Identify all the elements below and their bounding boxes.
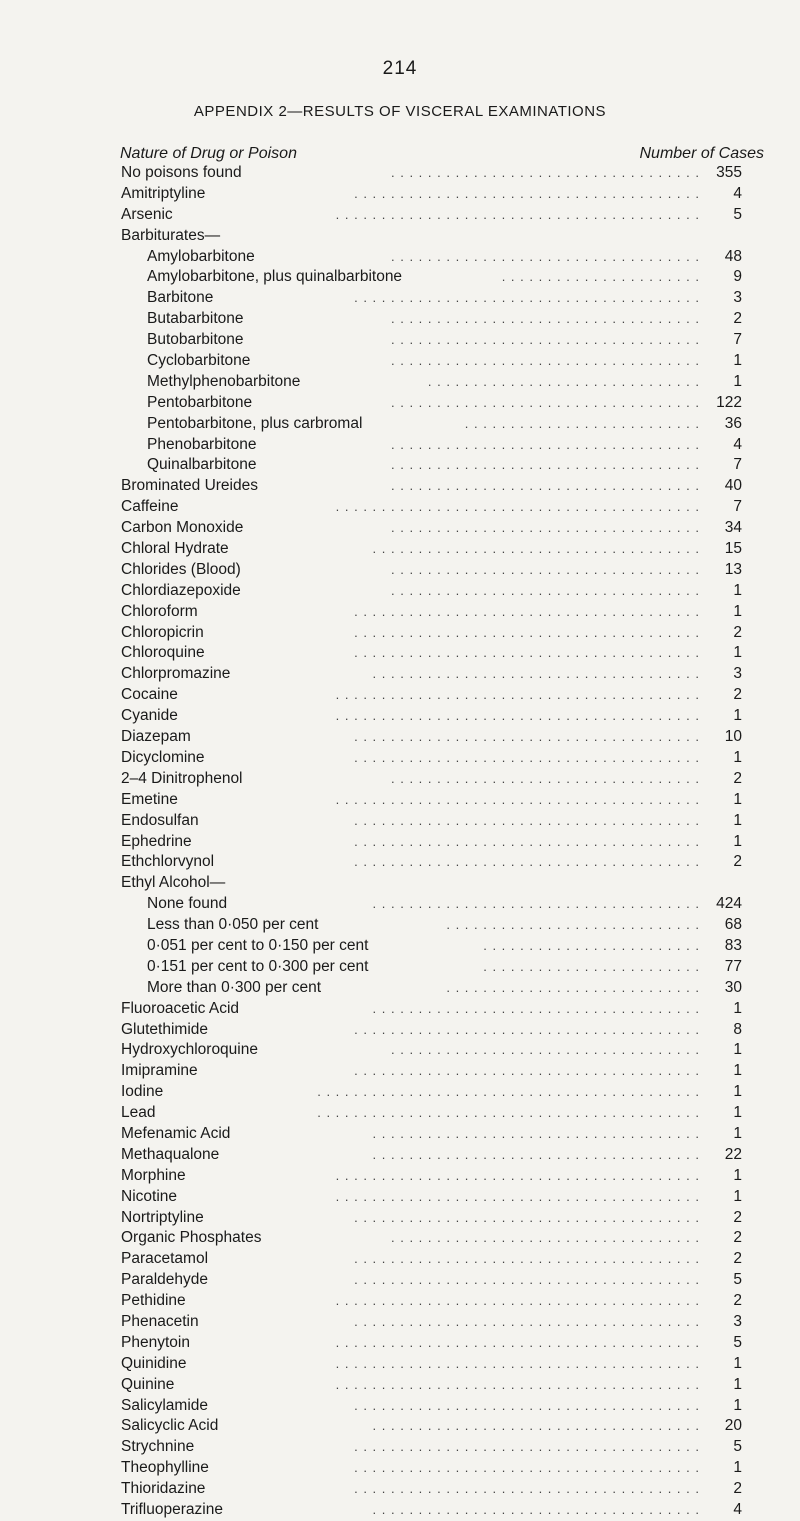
table-row: [0, 476, 800, 497]
case-count: 1: [733, 1354, 742, 1372]
leader-dots: . . . . . . . . . . . . . . . . . . . . . . . . . . . . . . . . . . . . . .: [354, 854, 700, 870]
drug-name: Hydroxychloroquine: [121, 1041, 258, 1059]
drug-name: Organic Phosphates: [121, 1229, 262, 1247]
drug-name: Chloroquine: [121, 644, 205, 662]
leader-dots: . . . . . . . . . . . . . . . . . . . . . . . . . . . . . . . . . . . . . .: [354, 1021, 700, 1037]
case-count: 1: [733, 832, 742, 850]
drug-name: Arsenic: [121, 205, 173, 223]
case-count: 1: [733, 1104, 742, 1122]
drug-name: Chloropicrin: [121, 623, 204, 641]
drug-name: Mefenamic Acid: [121, 1124, 231, 1142]
drug-name: Ephedrine: [121, 832, 192, 850]
drug-name: Chlordiazepoxide: [121, 581, 241, 599]
leader-dots: . . . . . . . . . . . . . . . . . . . . . . . . . . . . . . . . . . . . . .: [354, 185, 700, 201]
table-row: [0, 1500, 800, 1521]
table-row: [0, 455, 800, 476]
table-row: [0, 978, 800, 999]
leader-dots: . . . . . . . . . . . . . . . . . . . . . . . . . . . . . . . . . . . . . .: [354, 645, 700, 661]
table-row: [0, 873, 800, 894]
table-row: [0, 497, 800, 518]
case-count: 7: [733, 456, 742, 474]
drug-name: 0·151 per cent to 0·300 per cent: [147, 957, 369, 975]
table-row: [0, 915, 800, 936]
table-row: [0, 1249, 800, 1270]
case-count: 122: [716, 393, 742, 411]
drug-name: Chloroform: [121, 602, 198, 620]
table-row: [0, 288, 800, 309]
column-header-cases: Number of Cases: [639, 145, 764, 162]
case-count: 40: [724, 477, 742, 495]
drug-name: 2–4 Dinitrophenol: [121, 769, 243, 787]
leader-dots: . . . . . . . . . . . . . . . . . . . . . . . . . . . . . . . . . . . . . .: [354, 1063, 700, 1079]
leader-dots: . . . . . . . . . . . . . . . . . . . . . . . . . . . . . . . . . . . . . . . .: [335, 708, 700, 724]
table-row: [0, 247, 800, 268]
leader-dots: . . . . . . . . . . . . . . . . . . . . . . . . . . . . . . . . . . . . . .: [354, 833, 700, 849]
case-count: 2: [733, 853, 742, 871]
drug-name: Morphine: [121, 1166, 186, 1184]
drug-name: Lead: [121, 1104, 156, 1122]
table-row: [0, 267, 800, 288]
case-count: 22: [724, 1145, 742, 1163]
leader-dots: . . . . . . . . . . . . . . . . . . . . . . . . . . . . . . . . . .: [391, 582, 700, 598]
case-count: 1: [733, 1187, 742, 1205]
table-row: [0, 163, 800, 184]
table-row: [0, 685, 800, 706]
leader-dots: . . . . . . . . . . . . . . . . . . . . . . . . . . . . . . . . . . . . . .: [354, 1313, 700, 1329]
drug-name: Cyanide: [121, 707, 178, 725]
table-row: [0, 1166, 800, 1187]
leader-dots: . . . . . . . . . . . . . . . . . . . . . . . . . . . . . . . . . . . . . . . .: [335, 1355, 700, 1371]
leader-dots: . . . . . . . . . . . . . . . . . . . . . . . . . . . . . . . . . . . . . .: [354, 290, 700, 306]
case-count: 1: [733, 1459, 742, 1477]
drug-name: Chlorides (Blood): [121, 560, 241, 578]
leader-dots: . . . . . . . . . . . . . . . . . . . . . . . . . . . . . . . . . . . . . . . .: [335, 687, 700, 703]
leader-dots: . . . . . . . . . . . . . . . . . . . . . . . .: [483, 958, 700, 974]
leader-dots: . . . . . . . . . . . . . . . . . . . . . . . . . . . . . . . . . . . . . . . .: [335, 791, 700, 807]
case-count: 1: [733, 811, 742, 829]
case-count: 8: [733, 1020, 742, 1038]
drug-name: Imipramine: [121, 1062, 198, 1080]
leader-dots: . . . . . . . . . . . . . . . . . . . . . . . . . . . . . . . . . . . . . . . .: [335, 1334, 700, 1350]
leader-dots: . . . . . . . . . . . . . . . . . . . . . . . . . . . . . . . . . . . . . .: [354, 1397, 700, 1413]
table-row: [0, 1061, 800, 1082]
table-row: [0, 1228, 800, 1249]
table-row: [0, 748, 800, 769]
case-count: 355: [716, 164, 742, 181]
table-row: [0, 1103, 800, 1124]
case-count: 2: [733, 1480, 742, 1498]
case-count: 1: [733, 372, 742, 390]
table-row: [0, 1124, 800, 1145]
table-row: [0, 351, 800, 372]
leader-dots: . . . . . . . . . . . . . . . . . . . . . . . . . . . . . . . . . .: [391, 353, 700, 369]
table-row: [0, 623, 800, 644]
leader-dots: . . . . . . . . . . . . . . . . . . . . . . . . . . . . . . . . . .: [391, 770, 700, 786]
case-count: 1: [733, 644, 742, 662]
drug-name: Diazepam: [121, 728, 191, 746]
drug-name: No poisons found: [121, 164, 242, 181]
leader-dots: . . . . . . . . . . . . . . . . . . . . . . . . . . . . . . . . . . . . . . . .: [335, 1293, 700, 1309]
results-table: [0, 163, 800, 1521]
case-count: 1: [733, 1041, 742, 1059]
drug-name: Caffeine: [121, 498, 179, 516]
leader-dots: . . . . . . . . . . . . . . . . . . . . . . . . . . . . . . . . . . . . . . . .: [335, 1167, 700, 1183]
leader-dots: . . . . . . . . . . . . . . . . . . . . . . . . . .: [464, 415, 700, 431]
case-count: 7: [733, 498, 742, 516]
drug-name: Trifluoperazine: [121, 1501, 223, 1518]
drug-name: Paracetamol: [121, 1250, 209, 1268]
leader-dots: . . . . . . . . . . . . . . . . . . . . . . . . . . . . . . . . . . . . . . . . . .: [317, 1084, 700, 1100]
table-row: [0, 393, 800, 414]
table-row: [0, 832, 800, 853]
case-count: 2: [733, 769, 742, 787]
case-count: 2: [733, 1208, 742, 1226]
case-count: 48: [724, 247, 742, 265]
drug-name: Amylobarbitone, plus quinalbarbitone: [147, 268, 403, 286]
leader-dots: . . . . . . . . . . . . . . . . . . . . . . . . . . . . . . . . . .: [391, 478, 700, 494]
leader-dots: . . . . . . . . . . . . . . . . . . . . . .: [501, 269, 700, 285]
case-count: 1: [733, 999, 742, 1017]
leader-dots: . . . . . . . . . . . . . . . . . . . . . . . . . . . . . . . . . . . . . .: [354, 624, 700, 640]
leader-dots: . . . . . . . . . . . . . . . . . . . . . . . . . . . . . . . . . . . .: [372, 1000, 700, 1016]
drug-name: Amylobarbitone: [147, 247, 255, 265]
table-row: [0, 372, 800, 393]
case-count: 4: [733, 1501, 742, 1518]
drug-name: Pentobarbitone: [147, 393, 253, 411]
drug-name: 0·051 per cent to 0·150 per cent: [147, 936, 369, 954]
table-row: [0, 309, 800, 330]
drug-name: Quinidine: [121, 1354, 187, 1372]
drug-name: Phenacetin: [121, 1312, 199, 1330]
case-count: 7: [733, 331, 742, 349]
table-row: [0, 205, 800, 226]
drug-name: Ethyl Alcohol—: [121, 874, 226, 892]
table-row: [0, 1040, 800, 1061]
case-count: 1: [733, 581, 742, 599]
case-count: 36: [724, 414, 742, 432]
case-count: 3: [733, 1312, 742, 1330]
leader-dots: . . . . . . . . . . . . . . . . . . . . . . . . . . . . . . . . . . . . . .: [354, 812, 700, 828]
leader-dots: . . . . . . . . . . . . . . . . . . . . . . . . . . . . . . . . . . . .: [372, 541, 700, 557]
drug-name: Theophylline: [121, 1459, 209, 1477]
case-count: 1: [733, 602, 742, 620]
table-row: [0, 1291, 800, 1312]
leader-dots: . . . . . . . . . . . . . . . . . . . . . . . . . . . . . . . . . . . .: [372, 896, 700, 912]
leader-dots: . . . . . . . . . . . . . . . . . . . . . . . . . . . . . . . . . . . . . . . .: [335, 1376, 700, 1392]
table-row: [0, 790, 800, 811]
table-row: [0, 936, 800, 957]
leader-dots: . . . . . . . . . . . . . . . . . . . . . . . . . . . . . . . . . .: [391, 457, 700, 473]
drug-name: Phenytoin: [121, 1333, 190, 1351]
drug-name: Cyclobarbitone: [147, 352, 251, 370]
drug-name: Less than 0·050 per cent: [147, 916, 319, 934]
table-row: [0, 664, 800, 685]
drug-name: Brominated Ureides: [121, 477, 258, 495]
case-count: 1: [733, 707, 742, 725]
table-row: [0, 769, 800, 790]
leader-dots: . . . . . . . . . . . . . . . . . . . . . . . . . . . . . . . . . .: [391, 1042, 700, 1058]
table-row: [0, 1354, 800, 1375]
table-row: [0, 727, 800, 748]
drug-name: Salicylamide: [121, 1396, 209, 1414]
leader-dots: . . . . . . . . . . . . . . . . . . . . . . . . . . . . . . . . . .: [391, 1230, 700, 1246]
leader-dots: . . . . . . . . . . . . . . . . . . . . . . . . . . . . . . . . . . . . . . . .: [335, 499, 700, 515]
drug-name: Endosulfan: [121, 811, 199, 829]
drug-name: Amitriptyline: [121, 184, 206, 202]
table-row: [0, 643, 800, 664]
drug-name: Iodine: [121, 1083, 164, 1101]
case-count: 5: [733, 1438, 742, 1456]
leader-dots: . . . . . . . . . . . . . . . . . . . . . . . . . . . . . . . . . . . . . .: [354, 1209, 700, 1225]
leader-dots: . . . . . . . . . . . . . . . . . . . . . . . . . . . . . . . . . .: [391, 248, 700, 264]
table-row: [0, 852, 800, 873]
case-count: 83: [724, 936, 742, 954]
table-row: [0, 330, 800, 351]
leader-dots: . . . . . . . . . . . . . . . . . . . . . . . . . . . . . . . . . . . .: [372, 1502, 700, 1517]
leader-dots: . . . . . . . . . . . . . . . . . . . . . . . . . . . . . . . . . .: [391, 561, 700, 577]
case-count: 1: [733, 1083, 742, 1101]
case-count: 2: [733, 686, 742, 704]
leader-dots: . . . . . . . . . . . . . . . . . . . . . . . . . . . . . . . . . . . . . .: [354, 1251, 700, 1267]
case-count: 20: [724, 1417, 742, 1435]
table-row: [0, 1312, 800, 1333]
drug-name: Salicyclic Acid: [121, 1417, 219, 1435]
case-count: 30: [724, 978, 742, 996]
table-row: [0, 706, 800, 727]
leader-dots: . . . . . . . . . . . . . . . . . . . . . . . . . . . . . . . . . .: [391, 394, 700, 410]
case-count: 5: [733, 1333, 742, 1351]
table-row: [0, 811, 800, 832]
case-count: 2: [733, 1292, 742, 1310]
drug-name: Methylphenobarbitone: [147, 372, 301, 390]
column-header-drug: Nature of Drug or Poison: [120, 145, 297, 162]
table-row: [0, 1333, 800, 1354]
table-row: [0, 1375, 800, 1396]
case-count: 1: [733, 1166, 742, 1184]
table-row: [0, 1458, 800, 1479]
page-number: 214: [382, 58, 418, 79]
drug-name: Pethidine: [121, 1292, 186, 1310]
drug-name: Chlorpromazine: [121, 665, 231, 683]
case-count: 4: [733, 435, 742, 453]
case-count: 1: [733, 1396, 742, 1414]
drug-name: Cocaine: [121, 686, 178, 704]
drug-name: Butobarbitone: [147, 331, 244, 349]
drug-name: Paraldehyde: [121, 1271, 209, 1289]
drug-name: Phenobarbitone: [147, 435, 257, 453]
leader-dots: . . . . . . . . . . . . . . . . . . . . . . . . . . . . . . . . . . . .: [372, 1146, 700, 1162]
leader-dots: . . . . . . . . . . . . . . . . . . . . . . . . . . . . . . . . . . . . . .: [354, 1481, 700, 1497]
leader-dots: . . . . . . . . . . . . . . . . . . . . . . . . . . . . . . . . . . . . . . . . . .: [317, 1105, 700, 1121]
leader-dots: . . . . . . . . . . . . . . . . . . . . . . . . . . . . . . . . . . . .: [372, 1125, 700, 1141]
leader-dots: . . . . . . . . . . . . . . . . . . . . . . . . . . . .: [446, 917, 700, 933]
leader-dots: . . . . . . . . . . . . . . . . . . . . . . . . . . . . . . . . . . . .: [372, 666, 700, 682]
table-row: [0, 894, 800, 915]
table-row: [0, 1270, 800, 1291]
case-count: 1: [733, 1062, 742, 1080]
drug-name: Barbitone: [147, 289, 214, 307]
case-count: 2: [733, 1229, 742, 1247]
drug-name: Glutethimide: [121, 1020, 209, 1038]
table-row: [0, 435, 800, 456]
case-count: 424: [716, 895, 742, 913]
table-row: [0, 1208, 800, 1229]
leader-dots: . . . . . . . . . . . . . . . . . . . . . . . . . . . . . . . . . .: [391, 311, 700, 327]
table-row: [0, 1187, 800, 1208]
drug-name: Carbon Monoxide: [121, 519, 244, 537]
drug-name: None found: [147, 895, 228, 913]
table-row: [0, 602, 800, 623]
leader-dots: . . . . . . . . . . . . . . . . . . . . . . . . . . . . . . . . . .: [391, 332, 700, 348]
case-count: 34: [724, 519, 742, 537]
case-count: 5: [733, 1271, 742, 1289]
leader-dots: . . . . . . . . . . . . . . . . . . . . . . . . . . . . . . . . . . . . . .: [354, 1272, 700, 1288]
table-row: [0, 999, 800, 1020]
table-row: [0, 518, 800, 539]
leader-dots: . . . . . . . . . . . . . . . . . . . . . . . . . . . . . . . . . . . . . .: [354, 729, 700, 745]
leader-dots: . . . . . . . . . . . . . . . . . . . . . . . . . . . . . . . . . .: [391, 165, 700, 180]
drug-name: Methaqualone: [121, 1145, 220, 1163]
table-row: [0, 1479, 800, 1500]
drug-name: Ethchlorvynol: [121, 853, 215, 871]
case-count: 15: [724, 540, 742, 558]
drug-name: Butabarbitone: [147, 310, 244, 328]
appendix-title: APPENDIX 2—RESULTS OF VISCERAL EXAMINATIONS: [193, 103, 607, 120]
drug-name: Fluoroacetic Acid: [121, 999, 240, 1017]
table-row: [0, 539, 800, 560]
table-row: [0, 1145, 800, 1166]
case-count: 10: [724, 728, 742, 746]
leader-dots: . . . . . . . . . . . . . . . . . . . . . . . . . . . . . . . . . .: [391, 520, 700, 536]
drug-name: Emetine: [121, 790, 178, 808]
drug-name: Thioridazine: [121, 1480, 206, 1498]
drug-name: Chloral Hydrate: [121, 540, 229, 558]
drug-name: Strychnine: [121, 1438, 195, 1456]
drug-name: Dicyclomine: [121, 748, 205, 766]
table-row: [0, 1416, 800, 1437]
table-row: [0, 414, 800, 435]
drug-name: Nortriptyline: [121, 1208, 204, 1226]
leader-dots: . . . . . . . . . . . . . . . . . . . . . . . . . . . . . . . . . . . . . .: [354, 1439, 700, 1455]
leader-dots: . . . . . . . . . . . . . . . . . . . . . . . . . . . . . . . . . . . . . . . .: [335, 206, 700, 222]
leader-dots: . . . . . . . . . . . . . . . . . . . . . . . . . . . . . . . . . . . . . .: [354, 1460, 700, 1476]
leader-dots: . . . . . . . . . . . . . . . . . . . . . . . . . . . . . . . . . . . .: [372, 1418, 700, 1434]
case-count: 1: [733, 352, 742, 370]
leader-dots: . . . . . . . . . . . . . . . . . . . . . . . .: [483, 937, 700, 953]
table-row: [0, 1437, 800, 1458]
case-count: 2: [733, 310, 742, 328]
leader-dots: . . . . . . . . . . . . . . . . . . . . . . . . . . . . . . . . . .: [391, 436, 700, 452]
case-count: 5: [733, 205, 742, 223]
leader-dots: . . . . . . . . . . . . . . . . . . . . . . . . . . . . . . . . . . . . . .: [354, 749, 700, 765]
drug-name: Barbiturates—: [121, 226, 221, 244]
table-row: [0, 226, 800, 247]
case-count: 1: [733, 1124, 742, 1142]
case-count: 4: [733, 184, 742, 202]
leader-dots: . . . . . . . . . . . . . . . . . . . . . . . . . . . . . . . . . . . . . .: [354, 603, 700, 619]
case-count: 2: [733, 1250, 742, 1268]
drug-name: Quinalbarbitone: [147, 456, 257, 474]
table-row: [0, 1082, 800, 1103]
drug-name: More than 0·300 per cent: [147, 978, 322, 996]
case-count: 9: [733, 268, 742, 286]
table-row: [0, 1396, 800, 1417]
leader-dots: . . . . . . . . . . . . . . . . . . . . . . . . . . . . . . . . . . . . . . . .: [335, 1188, 700, 1204]
table-row: [0, 581, 800, 602]
case-count: 1: [733, 1375, 742, 1393]
table-row: [0, 184, 800, 205]
case-count: 77: [724, 957, 742, 975]
drug-name: Nicotine: [121, 1187, 177, 1205]
drug-name: Quinine: [121, 1375, 175, 1393]
leader-dots: . . . . . . . . . . . . . . . . . . . . . . . . . . . . . .: [427, 373, 700, 389]
drug-name: Pentobarbitone, plus carbromal: [147, 414, 363, 432]
case-count: 1: [733, 748, 742, 766]
case-count: 1: [733, 790, 742, 808]
table-row: [0, 560, 800, 581]
table-row: [0, 957, 800, 978]
case-count: 3: [733, 289, 742, 307]
case-count: 13: [724, 560, 742, 578]
case-count: 3: [733, 665, 742, 683]
case-count: 2: [733, 623, 742, 641]
leader-dots: . . . . . . . . . . . . . . . . . . . . . . . . . . . .: [446, 979, 700, 995]
table-row: [0, 1020, 800, 1041]
case-count: 68: [724, 916, 742, 934]
